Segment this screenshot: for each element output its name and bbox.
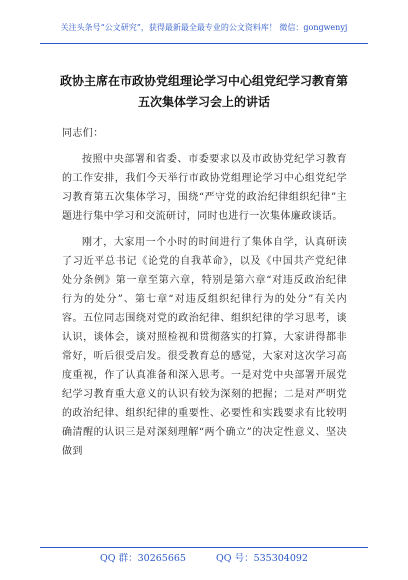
document-body [62, 124, 347, 468]
paragraph-1: 按照中央部署和省委、市委要求以及市政协党纪学习教育的工作安排，我们今天举行市政协党组理论学习中心组党纪学习教育第五次集体学习，围绕“严守党的政治纪律组织纪律”主题进行集中学习和交流研讨，同时也进行一次集体廉政谈话。 [62, 154, 347, 222]
header-divider [40, 43, 368, 44]
paragraph-2: 刚才，大家用一个小时的时间进行了集体自学，认真研读了习近平总书记《论党的自我革命》，以及《中国共产党纪律处分条例》第一章至第六章，特别是第六章“对违反政治纪律行为的处分”、第七章“对违反组织纪律行为的处分”有关内容。五位同志围绕对党的政治纪律、组织纪律的学习思考，谈认识，谈体会，谈对照检视和贯彻落实的打算，大家讲得都非常好，听后很受启发。很受教育总的感觉，大家对这次学习高度重视，作了认真准备和深入思考。一是对党中央部署开展党纪学习教育重大意义的认识有较为深刻的把握；二是对严明党的政治纪律、组织纪律的重要性、必要性和实践要求有比较明确清醒的认识三是对深刻理解“两个确立”的决定性意义、坚决做到 [62, 237, 347, 457]
footer-qq-group: QQ 群：30265665 [100, 553, 186, 564]
footer-contact [40, 552, 368, 566]
salutation: 同志们： [62, 128, 104, 139]
footer-divider [40, 547, 368, 548]
footer-qq-number: QQ 号：535304092 [215, 553, 308, 564]
header-banner: 关注头条号“公文研究”，获得最新最全最专业的公文资料库！ 微信：gongwenyj [60, 23, 348, 32]
document-title: 政协主席在市政协党组理论学习中心组党纪学习教育第五次集体学习会上的讲话 [59, 74, 348, 109]
